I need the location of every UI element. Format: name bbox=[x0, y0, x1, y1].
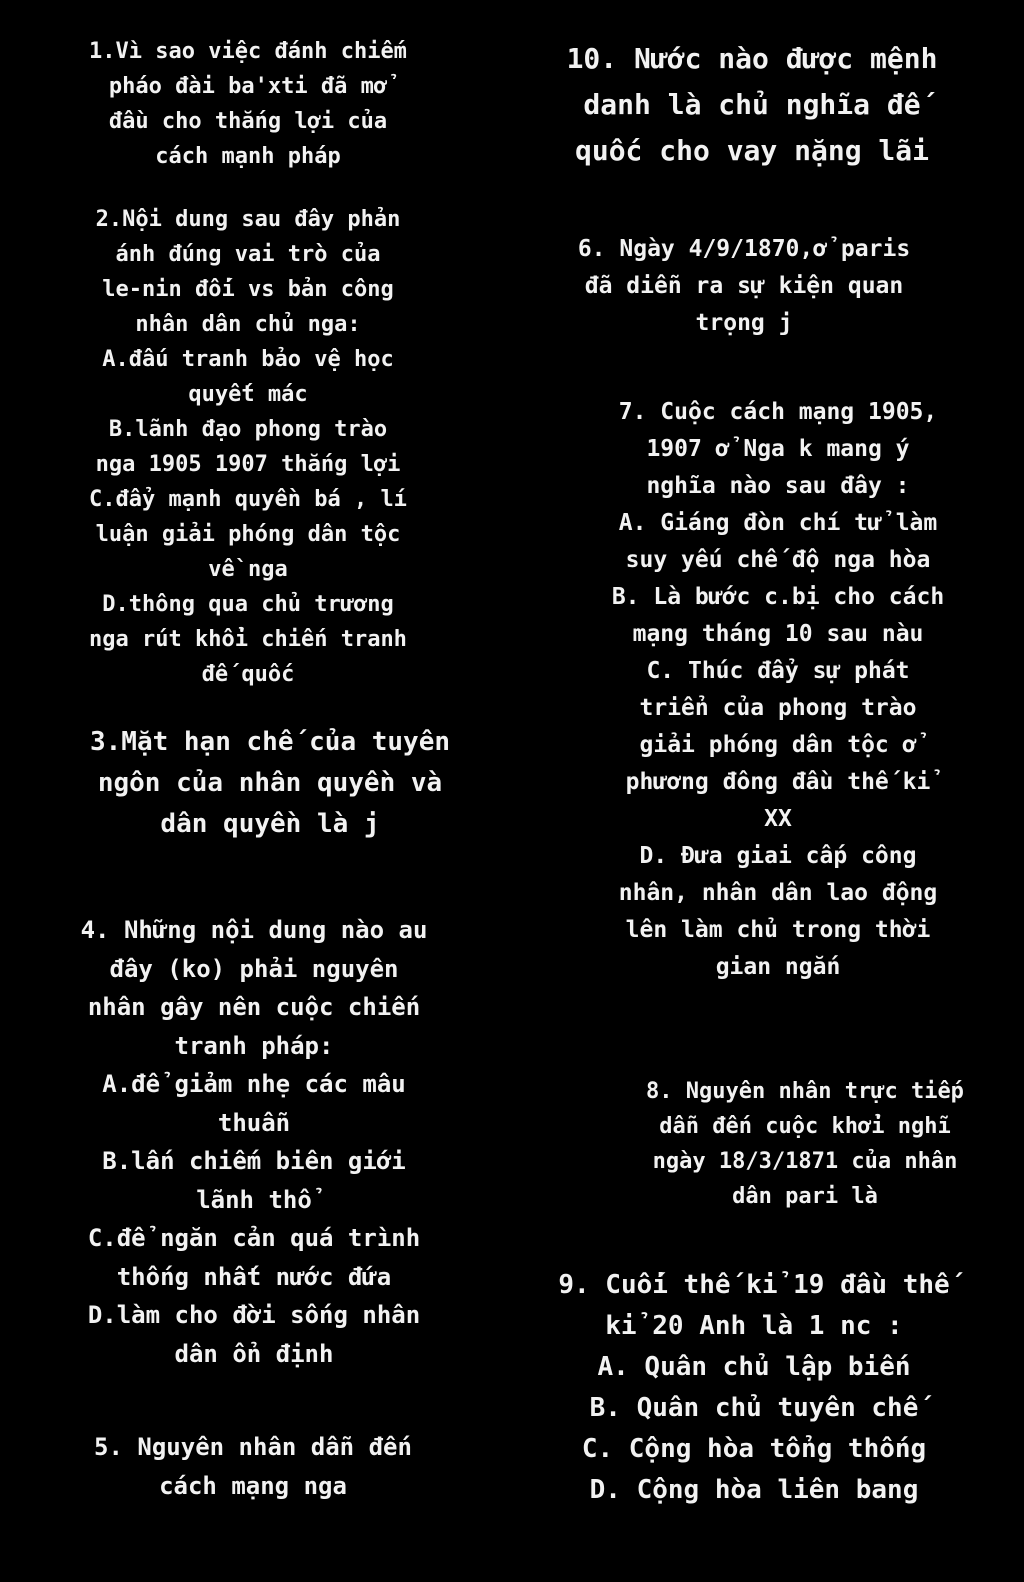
question-10 bbox=[512, 36, 992, 174]
question-4-line: thuẫn bbox=[217, 1108, 291, 1137]
question-8-line: 8. Nguyên nhân trực tiếp bbox=[646, 1079, 964, 1104]
question-8-line: dân pari là bbox=[732, 1184, 878, 1209]
question-7-line: giải phóng dân tộc ở bbox=[639, 732, 917, 758]
question-2-line: quyết mác bbox=[188, 382, 308, 407]
question-2-line: ánh đúng vai trò của bbox=[115, 242, 381, 267]
question-7-line: triển của phong trào bbox=[639, 695, 917, 721]
question-2-option-a: A.đấu tranh bảo vệ học bbox=[102, 347, 394, 372]
question-4 bbox=[36, 911, 472, 1373]
question-7-line: 1907 ở Nga k mang ý bbox=[646, 436, 910, 462]
question-3-line: 3.Mặt hạn chế của tuyên bbox=[89, 727, 451, 757]
question-9-line: kỉ 20 Anh là 1 nc : bbox=[605, 1311, 903, 1341]
question-3 bbox=[54, 722, 486, 845]
question-8 bbox=[600, 1074, 1010, 1214]
question-4-option-d: D.làm cho đời sống nhân bbox=[87, 1301, 421, 1329]
question-7-line: 7. Cuộc cách mạng 1905, bbox=[618, 399, 938, 425]
question-4-option-b: B.lấn chiếm biên giới bbox=[102, 1147, 406, 1175]
question-3-line: dân quyền là j bbox=[160, 809, 380, 839]
question-9-option-c: C. Cộng hòa tổng thống bbox=[581, 1434, 927, 1464]
question-2 bbox=[40, 202, 456, 692]
question-6 bbox=[520, 231, 968, 342]
question-1-line: đầu cho thắng lợi của bbox=[108, 109, 388, 134]
question-7-line: lên làm chủ trong thời bbox=[625, 917, 931, 943]
question-7 bbox=[566, 394, 990, 986]
question-2-line: nga rút khổi chiến tranh bbox=[89, 627, 407, 652]
question-7-line: mạng tháng 10 sau nàu bbox=[632, 621, 924, 647]
question-9-option-d: D. Cộng hòa liên bang bbox=[589, 1475, 919, 1505]
question-7-line: suy yếu chế độ nga hòa bbox=[625, 547, 931, 573]
question-1 bbox=[48, 34, 448, 174]
question-7-option-a: A. Giáng đòn chí tử làm bbox=[618, 510, 938, 536]
question-4-line: nhân gây nên cuộc chiến bbox=[87, 993, 421, 1021]
question-2-line: le-nin đối vs bản công bbox=[102, 277, 394, 302]
question-7-line: nghĩa nào sau đây : bbox=[646, 473, 910, 499]
question-5 bbox=[48, 1428, 458, 1505]
question-10-line: quốc cho vay nặng lãi bbox=[574, 134, 929, 167]
question-3-line: ngôn của nhân quyền và bbox=[97, 768, 443, 798]
question-6-line: 6. Ngày 4/9/1870,ở paris bbox=[577, 236, 911, 262]
question-7-option-c: C. Thúc đẩy sự phát bbox=[646, 658, 910, 684]
question-2-line: về nga bbox=[208, 557, 288, 582]
question-10-line: 10. Nước nào được mệnh bbox=[566, 42, 938, 75]
question-7-option-d: D. Đưa giai cấp công bbox=[639, 843, 917, 869]
question-2-option-d: D.thông qua chủ trương bbox=[102, 592, 394, 617]
question-5-line: 5. Nguyên nhân dẫn đến bbox=[94, 1433, 412, 1461]
question-2-line: đế quốc bbox=[201, 662, 295, 687]
question-1-line: cách mạnh pháp bbox=[155, 144, 341, 169]
question-4-line: lãnh thổ bbox=[196, 1185, 312, 1214]
question-4-line: dân ổn định bbox=[174, 1339, 334, 1368]
question-7-line: gian ngắn bbox=[715, 954, 841, 980]
question-9-option-b: B. Quân chủ tuyên chế bbox=[589, 1393, 919, 1423]
question-4-line: thống nhất nước đứa bbox=[116, 1262, 392, 1291]
question-7-option-b: B. Là bước c.bị cho cách bbox=[611, 584, 945, 610]
question-6-line: trọng j bbox=[695, 310, 793, 336]
question-4-line: đây (ko) phải nguyên bbox=[109, 954, 399, 983]
question-4-option-c: C.để ngăn cản quá trình bbox=[87, 1224, 421, 1252]
question-7-line: nhân, nhân dân lao động bbox=[618, 880, 938, 906]
question-8-line: ngày 18/3/1871 của nhân bbox=[652, 1149, 958, 1174]
question-9 bbox=[512, 1265, 996, 1511]
question-7-line: XX bbox=[764, 806, 792, 832]
question-9-line: 9. Cuối thế kỉ 19 đầu thế bbox=[558, 1270, 950, 1300]
question-4-option-a: A.để giảm nhẹ các mâu bbox=[102, 1070, 406, 1098]
question-2-line: nga 1905 1907 thắng lợi bbox=[95, 452, 401, 477]
question-7-line: phương đông đầu thế kỉ bbox=[625, 769, 931, 795]
question-2-line: nhân dân chủ nga: bbox=[135, 312, 361, 337]
question-8-line: dẫn đến cuộc khởi nghĩ bbox=[659, 1114, 951, 1139]
question-2-line: 2.Nội dung sau đây phản bbox=[95, 207, 401, 232]
question-1-line: pháo đài ba'xti đã mở bbox=[108, 74, 388, 99]
question-4-line: tranh pháp: bbox=[174, 1031, 334, 1060]
question-5-line: cách mạng nga bbox=[159, 1471, 347, 1500]
question-2-option-b: B.lãnh đạo phong trào bbox=[108, 417, 388, 442]
question-9-option-a: A. Quân chủ lập biến bbox=[597, 1352, 911, 1382]
question-10-line: danh là chủ nghĩa đế bbox=[583, 88, 921, 121]
question-4-line: 4. Những nội dung nào au bbox=[80, 916, 428, 944]
question-6-line: đã diễn ra sự kiện quan bbox=[584, 273, 904, 299]
question-1-line: 1.Vì sao việc đánh chiếm bbox=[89, 39, 407, 64]
question-2-line: luận giải phóng dân tộc bbox=[95, 522, 401, 547]
question-2-option-c: C.đẩy mạnh quyền bá , lí bbox=[89, 487, 407, 512]
